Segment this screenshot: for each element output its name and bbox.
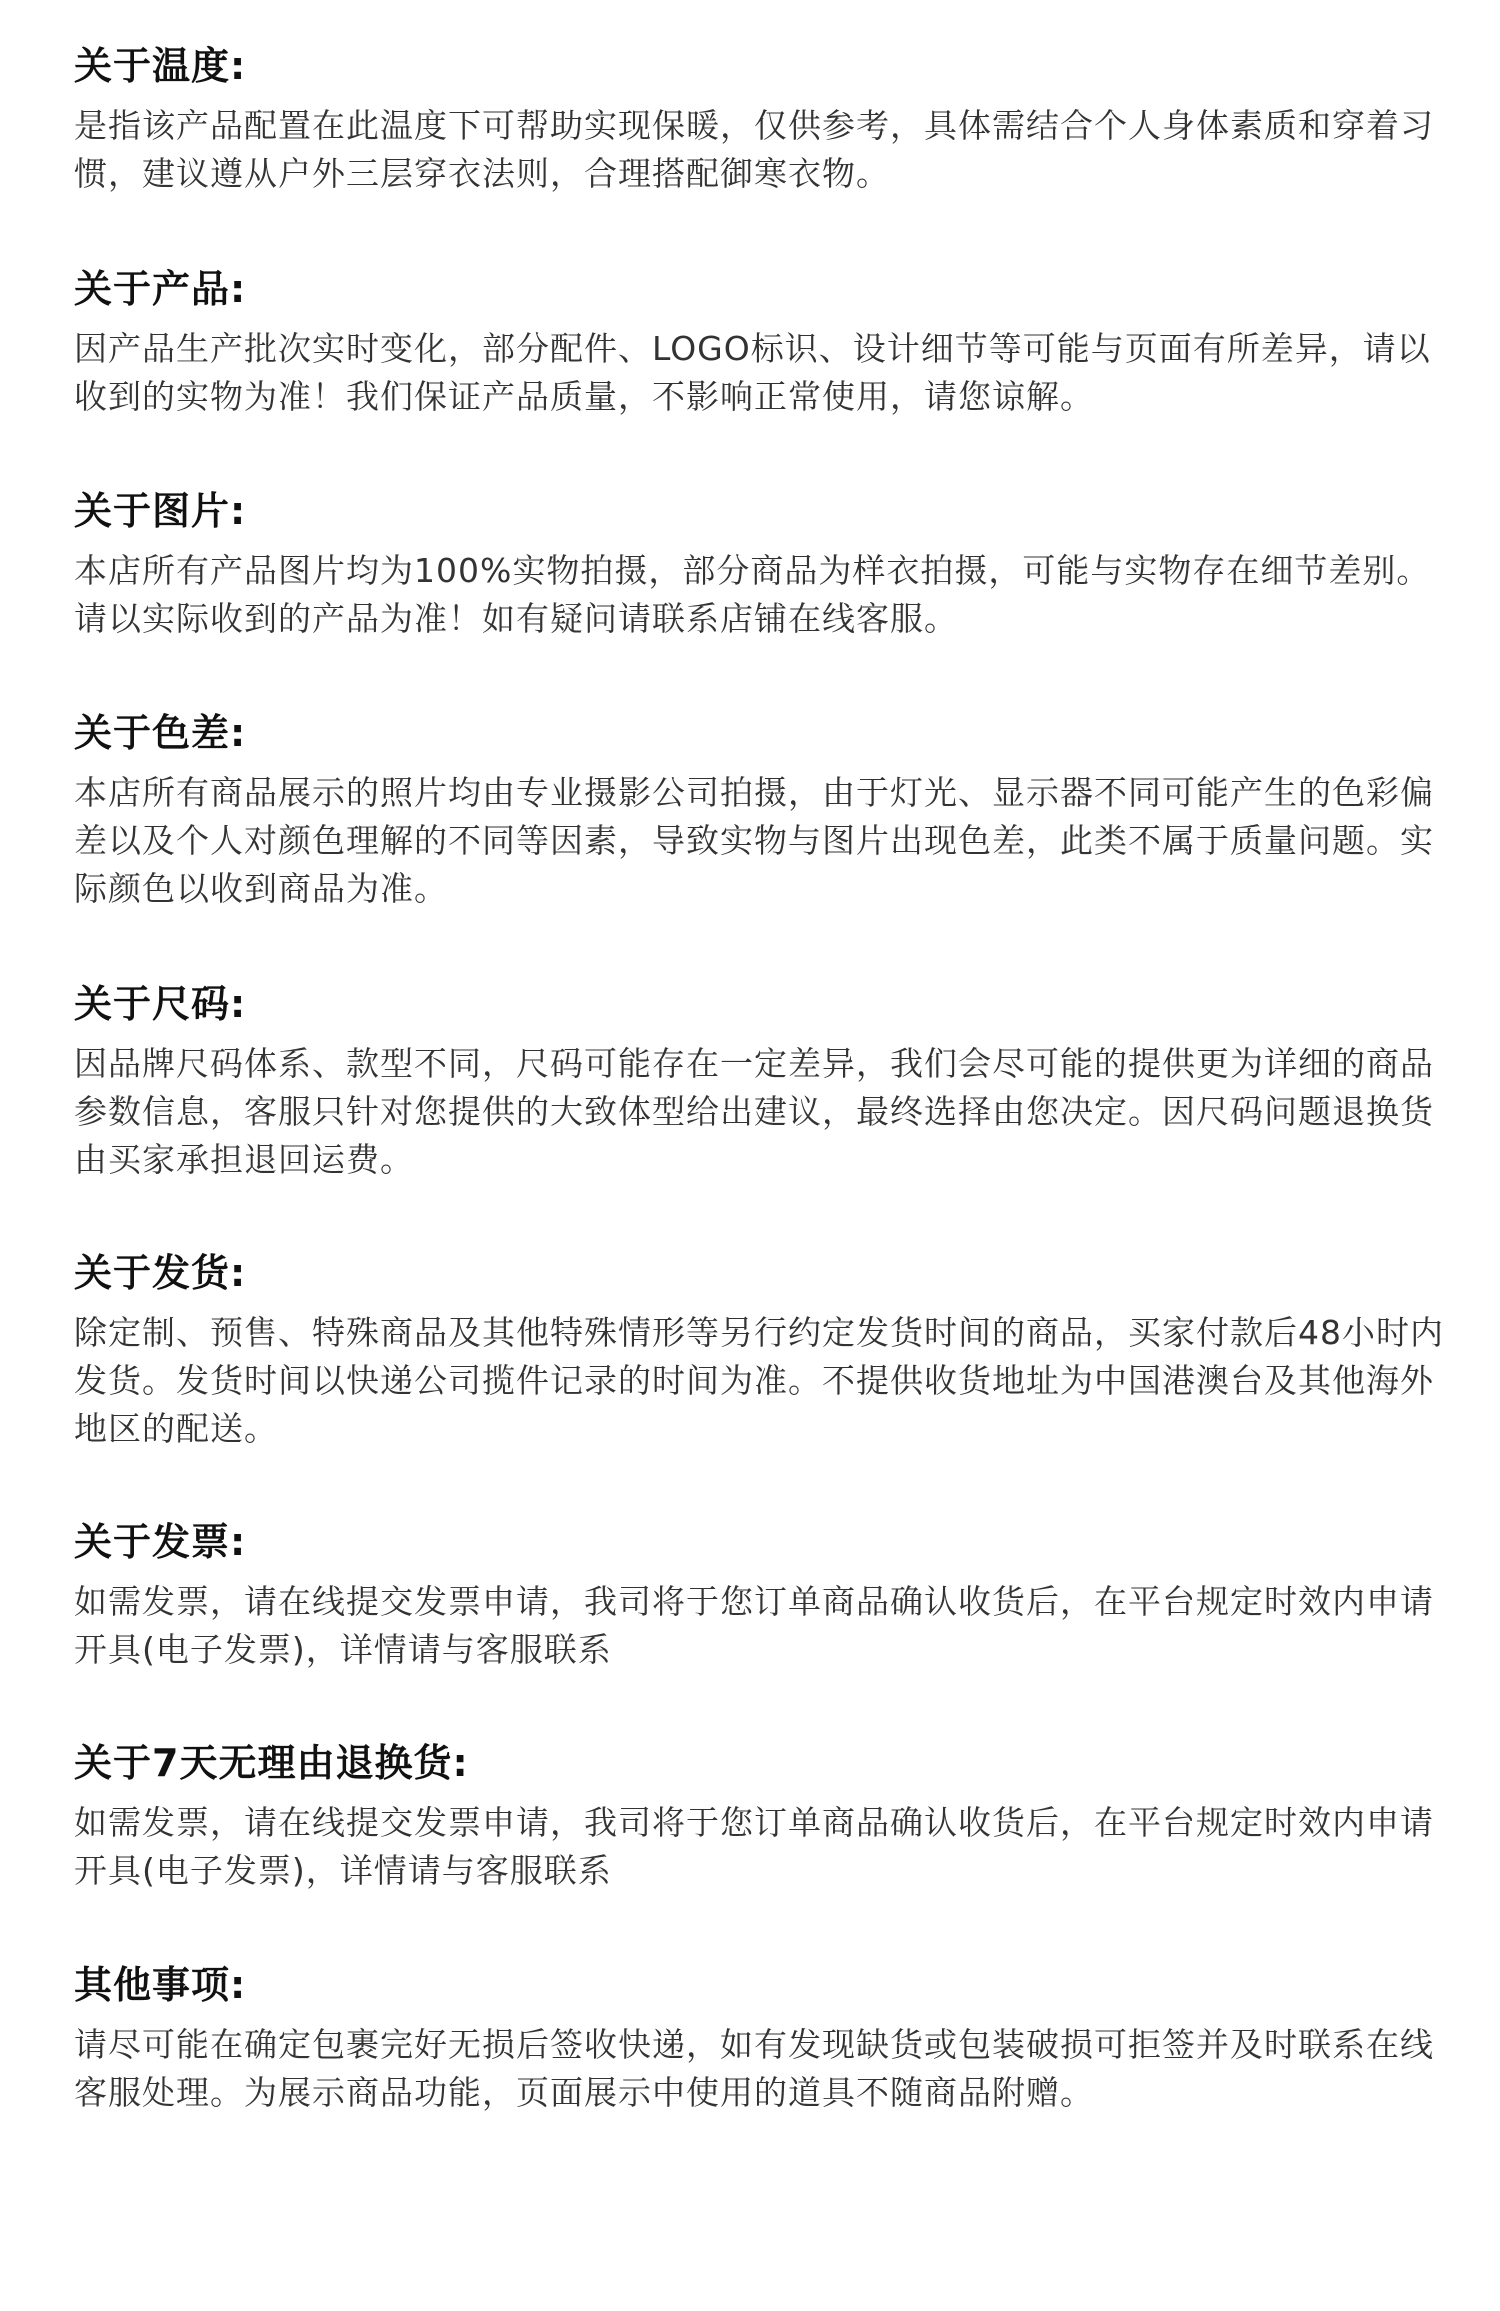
notice-section-size [74, 980, 1454, 1184]
section-body: 因品牌尺码体系、款型不同，尺码可能存在一定差异，我们会尽可能的提供更为详细的商品参数信息，客服只针对您提供的大致体型给出建议，最终选择由您决定。因尺码问题退换货由买家承担退回运费。 [74, 1044, 1434, 1179]
notice-section-7-day-return [74, 1739, 1454, 1895]
notice-section-images [74, 487, 1454, 643]
notice-section-product [74, 265, 1454, 421]
section-title: 关于色差: [74, 711, 247, 755]
section-body: 是指该产品配置在此温度下可帮助实现保暖，仅供参考，具体需结合个人身体素质和穿着习惯，建议遵从户外三层穿衣法则，合理搭配御寒衣物。 [74, 106, 1434, 193]
section-body: 本店所有产品图片均为100%实物拍摄，部分商品为样衣拍摄，可能与实物存在细节差别。请以实际收到的产品为准！如有疑问请联系店铺在线客服。 [74, 551, 1431, 638]
notice-section-other [74, 1961, 1454, 2117]
section-body: 如需发票，请在线提交发票申请，我司将于您订单商品确认收货后，在平台规定时效内申请开具(电子发票)，详情请与客服联系 [74, 1803, 1434, 1890]
notice-section-color-difference [74, 709, 1454, 913]
section-body: 除定制、预售、特殊商品及其他特殊情形等另行约定发货时间的商品，买家付款后48小时内发货。发货时间以快递公司揽件记录的时间为准。不提供收货地址为中国港澳台及其他海外地区的配送。 [74, 1313, 1444, 1448]
notice-section-invoice [74, 1518, 1454, 1674]
section-title: 关于尺码: [74, 982, 247, 1026]
section-title: 关于7天无理由退换货: [74, 1741, 469, 1785]
section-title: 关于产品: [74, 267, 247, 311]
section-body: 本店所有商品展示的照片均由专业摄影公司拍摄，由于灯光、显示器不同可能产生的色彩偏差以及个人对颜色理解的不同等因素，导致实物与图片出现色差，此类不属于质量问题。实际颜色以收到商品为准。 [74, 773, 1434, 908]
section-body: 如需发票，请在线提交发票申请，我司将于您订单商品确认收货后，在平台规定时效内申请开具(电子发票)，详情请与客服联系 [74, 1582, 1434, 1669]
section-title: 其他事项: [74, 1963, 247, 2007]
section-title: 关于发货: [74, 1251, 247, 1295]
section-body: 因产品生产批次实时变化，部分配件、LOGO标识、设计细节等可能与页面有所差异，请以收到的实物为准！我们保证产品质量，不影响正常使用，请您谅解。 [74, 329, 1431, 416]
section-title: 关于发票: [74, 1520, 247, 1564]
section-body: 请尽可能在确定包裹完好无损后签收快递，如有发现缺货或包装破损可拒签并及时联系在线客服处理。为展示商品功能，页面展示中使用的道具不随商品附赠。 [74, 2025, 1434, 2112]
section-title: 关于图片: [74, 489, 247, 533]
section-title: 关于温度: [74, 44, 247, 88]
notice-section-temperature [74, 42, 1454, 198]
notice-section-shipping [74, 1249, 1454, 1453]
